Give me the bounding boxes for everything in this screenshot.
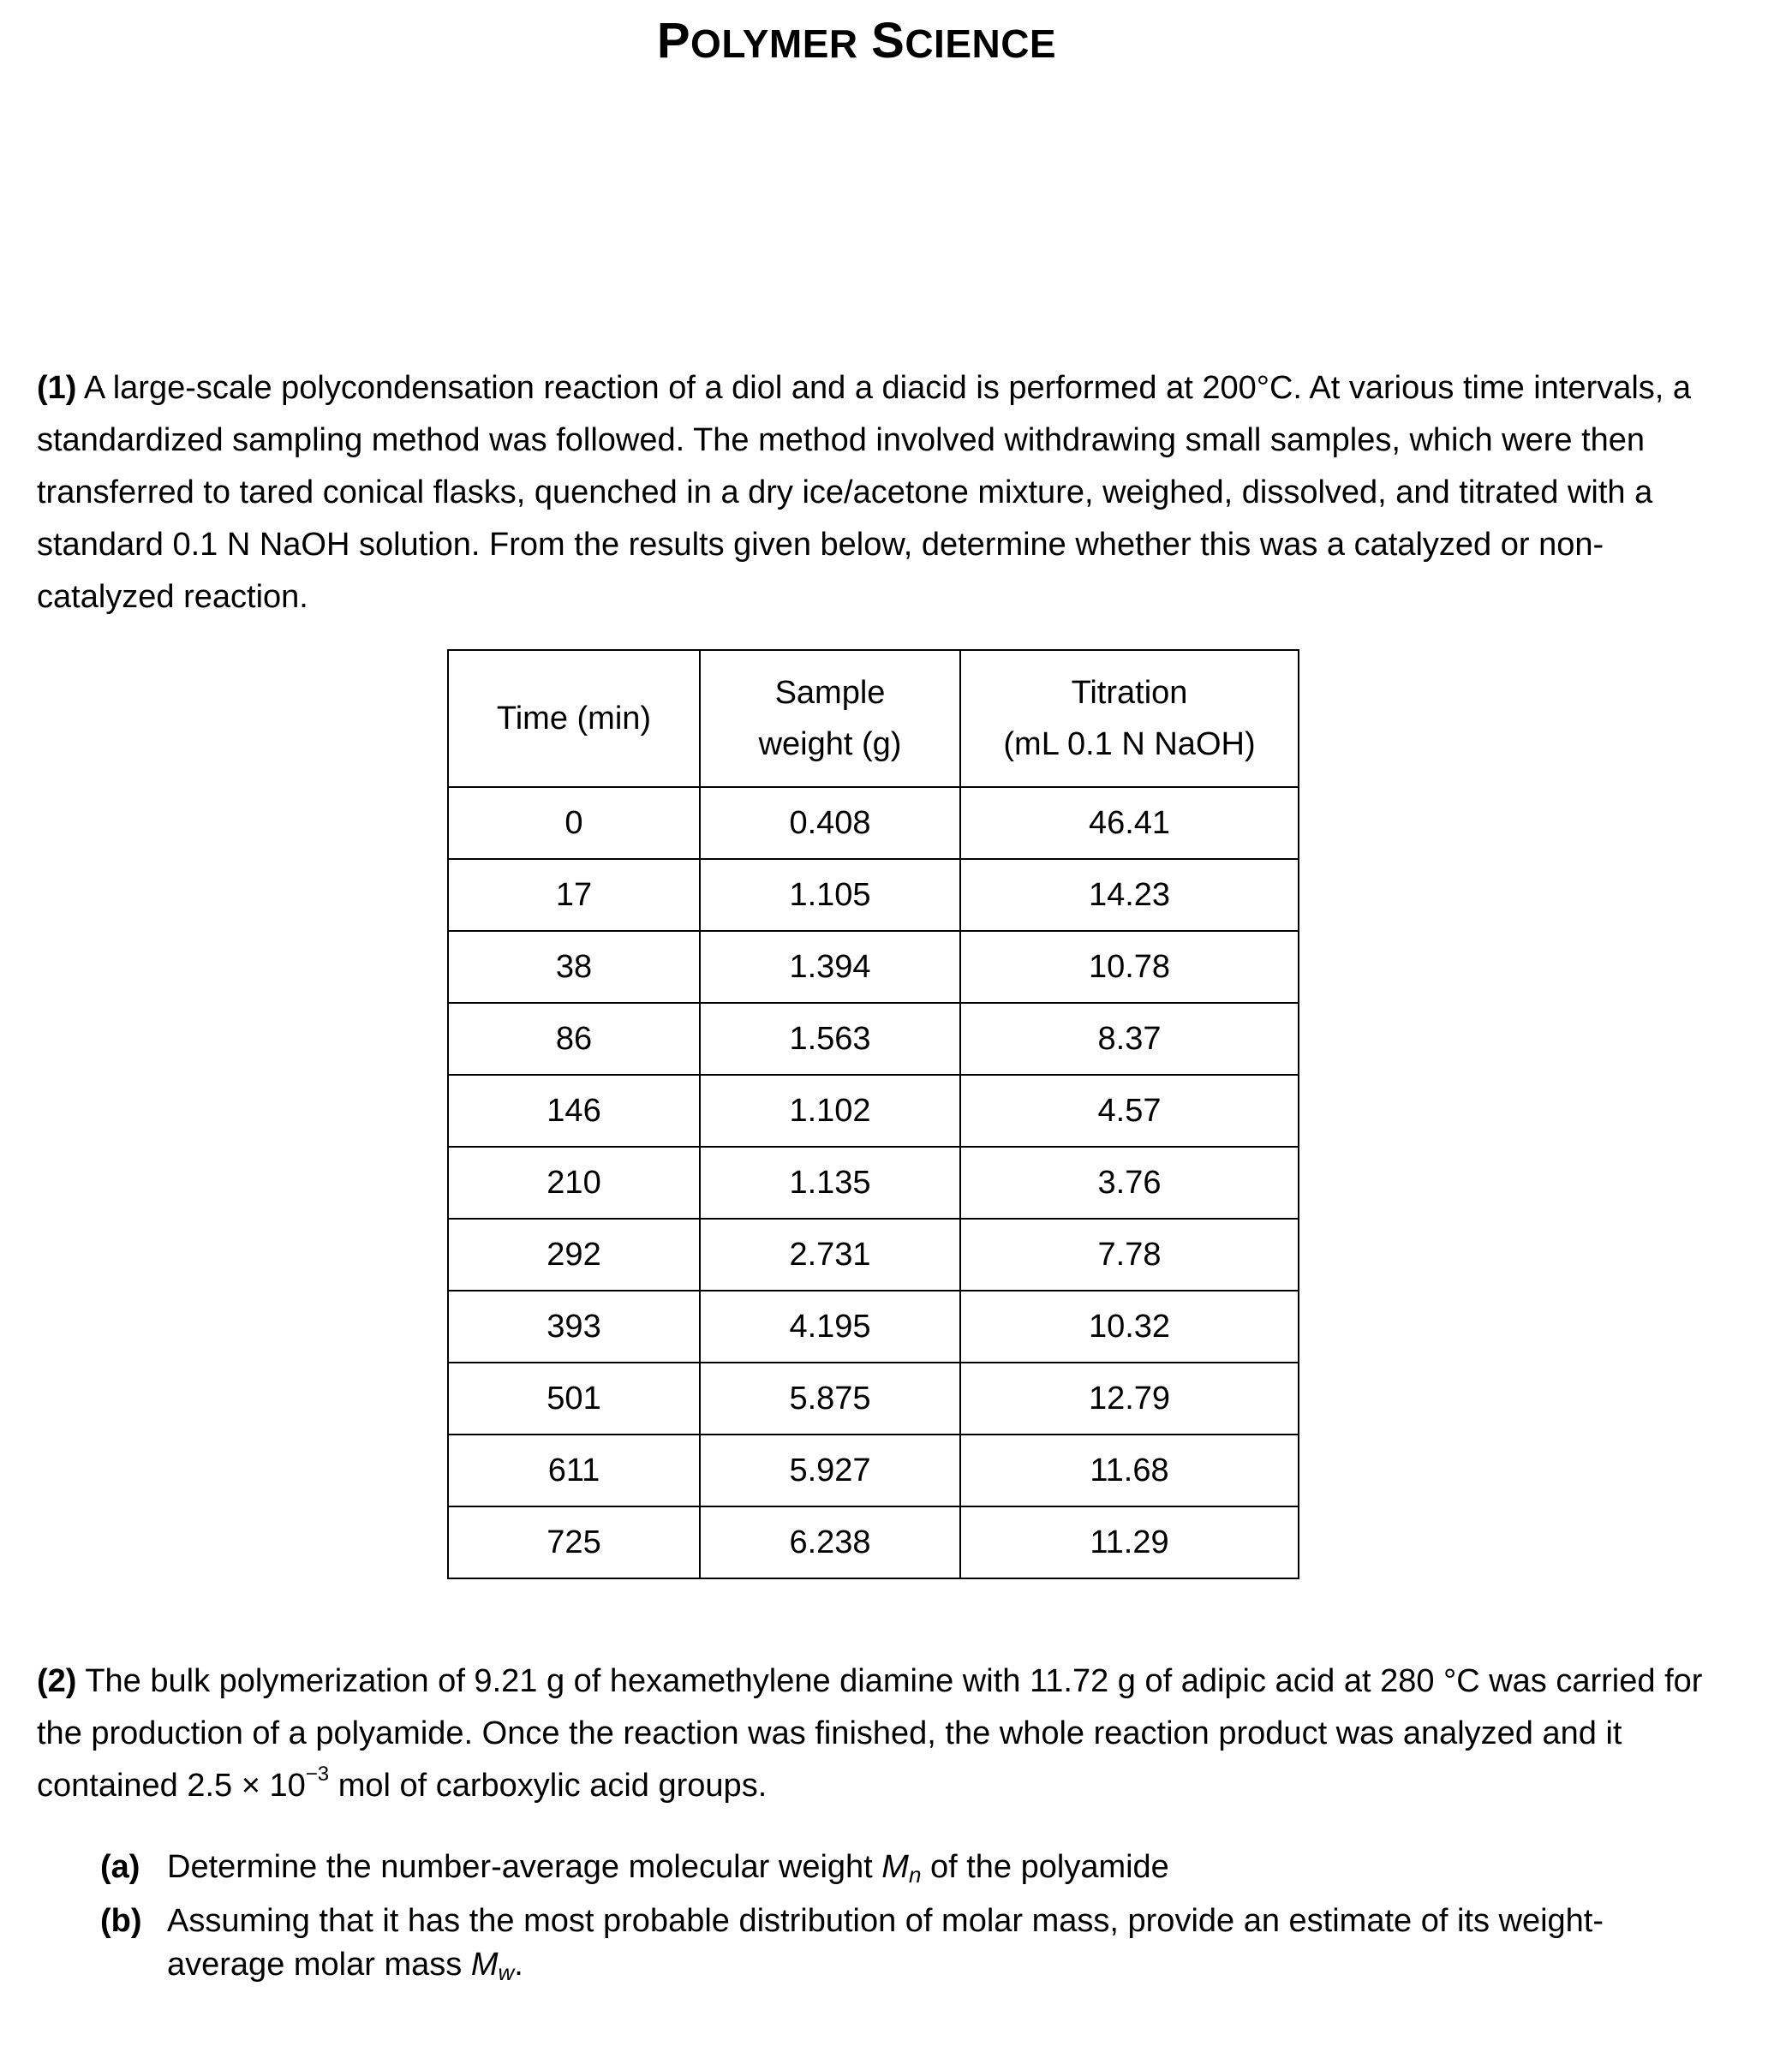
cell-titration: 11.29 [960, 1506, 1299, 1578]
cell-titration: 10.78 [960, 931, 1299, 1003]
header-titration-line1: Titration [1071, 675, 1188, 711]
table-row [448, 1363, 1299, 1435]
problem-1-label: (1) [37, 370, 77, 406]
cell-time: 725 [448, 1506, 700, 1578]
sub-question-a-tag: (a) [100, 1849, 140, 1885]
cell-titration: 46.41 [960, 787, 1299, 859]
header-weight [700, 650, 960, 787]
cell-time: 210 [448, 1147, 700, 1219]
table-row [448, 1147, 1299, 1219]
cell-titration: 11.68 [960, 1435, 1299, 1506]
sub-question-a-text-end: of the polyamide [921, 1849, 1169, 1885]
mn-subscript: n [908, 1862, 922, 1888]
problem-1-text: A large-scale polycondensation reaction of a diol and a diacid is performed at 200°C. At various time intervals, a standardized sampling method was followed. The method involved withdrawing small samples, which were then transferred to tared conical flasks, quenched in a dry ice/acetone mixture, weighed, dissolved, and titrated with a standard 0.1 N NaOH solution. From the results given below, determine whether this was a catalyzed or non-catalyzed reaction. [37, 370, 1692, 615]
sub-question-a [100, 1846, 1711, 1897]
cell-weight: 1.102 [700, 1075, 960, 1147]
cell-titration: 10.32 [960, 1291, 1299, 1363]
problem-2 [37, 1655, 1724, 1812]
page-title [0, 12, 1713, 69]
problem-2-label: (2) [37, 1663, 77, 1699]
cell-time: 0 [448, 787, 700, 859]
cell-weight: 1.105 [700, 859, 960, 931]
header-weight-line1: Sample [774, 675, 886, 711]
cell-titration: 14.23 [960, 859, 1299, 931]
header-titration [960, 650, 1299, 787]
table-row [448, 1435, 1299, 1506]
cell-weight: 6.238 [700, 1506, 960, 1578]
sub-question-b-text: Assuming that it has the most probable distribution of molar mass, provide an estimate of its weight-average molar mass [167, 1903, 1604, 1983]
header-titration-line2: (mL 0.1 N NaOH) [1003, 726, 1256, 762]
problem-1 [37, 362, 1724, 623]
sub-question-a-text: Determine the number-average molecular weight [167, 1849, 882, 1885]
cell-time: 86 [448, 1003, 700, 1075]
mw-symbol: M [470, 1947, 499, 1983]
mn-symbol: M [881, 1849, 909, 1885]
cell-weight: 5.927 [700, 1435, 960, 1506]
title-initial-1: P [656, 13, 691, 69]
cell-time: 146 [448, 1075, 700, 1147]
cell-time: 501 [448, 1363, 700, 1435]
table-row [448, 1003, 1299, 1075]
title-rest-2: CIENCE [905, 21, 1057, 66]
cell-time: 611 [448, 1435, 700, 1506]
cell-titration: 8.37 [960, 1003, 1299, 1075]
table-row [448, 787, 1299, 859]
problem-2-text: The bulk polymerization of 9.21 g of hexamethylene diamine with 11.72 g of adipic acid at 280 °C was carried for the production of a polyamide. Once the reaction was finished, the whole reaction product was analyzed and it contained 2.5 × 10 [37, 1663, 1703, 1804]
cell-time: 292 [448, 1219, 700, 1291]
sub-question-b-text-end: . [514, 1947, 523, 1983]
cell-titration: 12.79 [960, 1363, 1299, 1435]
cell-time: 17 [448, 859, 700, 931]
cell-weight: 1.135 [700, 1147, 960, 1219]
table-row [448, 1219, 1299, 1291]
header-time-text: Time (min) [496, 701, 652, 737]
cell-weight: 2.731 [700, 1219, 960, 1291]
problem-2-text-end: mol of carboxylic acid groups. [329, 1768, 768, 1804]
cell-time: 393 [448, 1291, 700, 1363]
table-row [448, 1506, 1299, 1578]
cell-weight: 0.408 [700, 787, 960, 859]
header-weight-line2: weight (g) [758, 726, 902, 762]
titration-data-table [447, 649, 1299, 1579]
header-time [448, 650, 700, 787]
mw-subscript: w [498, 1960, 515, 1985]
cell-weight: 1.394 [700, 931, 960, 1003]
table-header-row [448, 650, 1299, 787]
table-body [448, 787, 1299, 1578]
table-row [448, 1075, 1299, 1147]
sub-question-b [100, 1900, 1711, 1995]
cell-weight: 4.195 [700, 1291, 960, 1363]
problem-2-exponent: −3 [305, 1763, 330, 1787]
sub-question-b-tag: (b) [100, 1903, 142, 1939]
cell-weight: 5.875 [700, 1363, 960, 1435]
cell-titration: 3.76 [960, 1147, 1299, 1219]
cell-time: 38 [448, 931, 700, 1003]
title-rest-1: OLYMER [690, 21, 858, 66]
table-row [448, 859, 1299, 931]
cell-titration: 4.57 [960, 1075, 1299, 1147]
table-row [448, 931, 1299, 1003]
cell-weight: 1.563 [700, 1003, 960, 1075]
table-row [448, 1291, 1299, 1363]
title-initial-2: S [871, 13, 905, 69]
cell-titration: 7.78 [960, 1219, 1299, 1291]
